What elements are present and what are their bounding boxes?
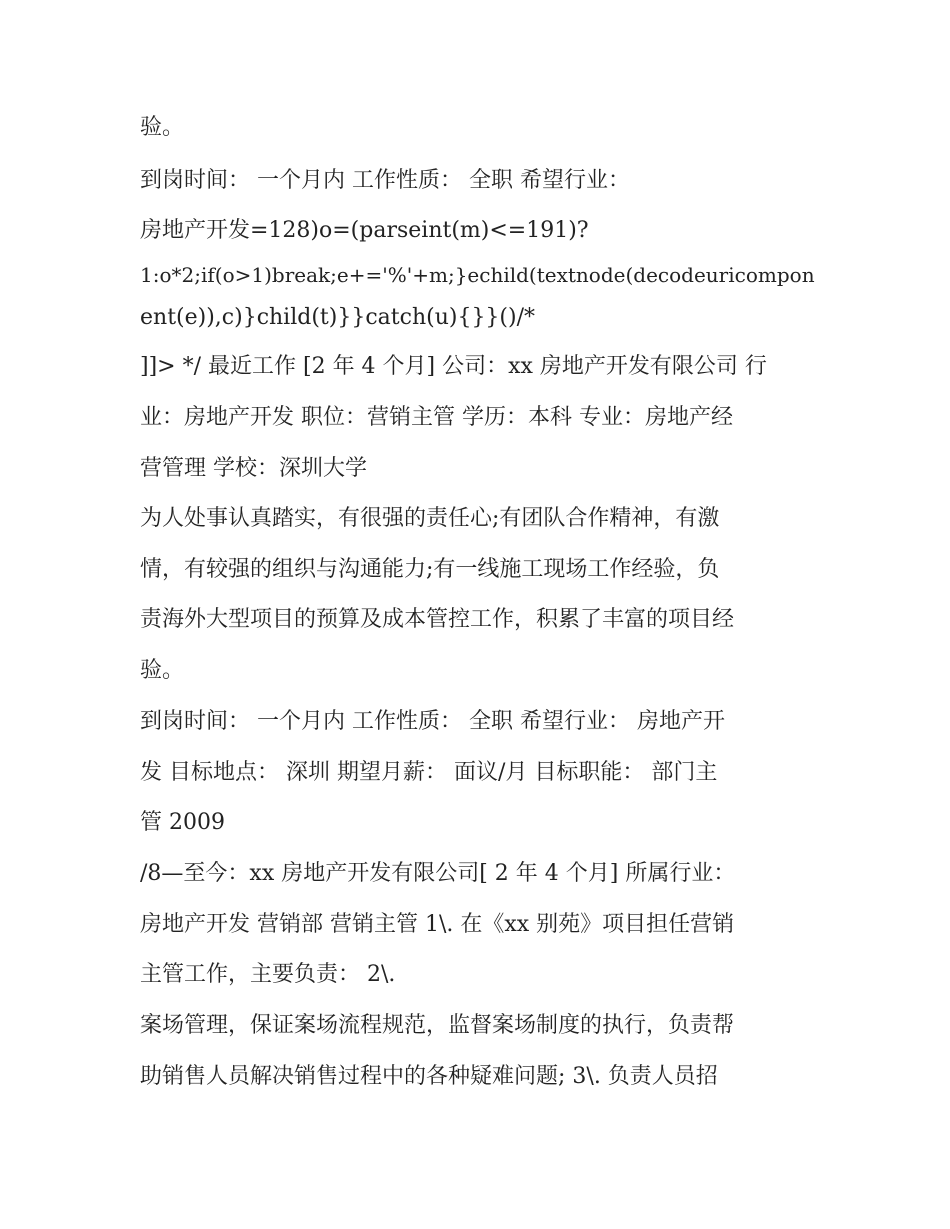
text-line: 管 2009 <box>140 810 225 835</box>
text-line: 责海外大型项目的预算及成本管控工作，积累了丰富的项目经 <box>140 607 735 632</box>
text-line: 验。 <box>140 658 185 683</box>
text-line: 为人处事认真踏实，有很强的责任心;有团队合作精神，有激 <box>140 506 720 531</box>
text-line: 营管理 学校：深圳大学 <box>140 456 367 481</box>
text-line: /8—至今：xx 房地产开发有限公司[ 2 年 4 个月] 所属行业： <box>140 861 736 886</box>
text-line: 1:o*2;if(o>1)break;e+='%'+m;}echild(textnode(decodeuricompon <box>140 263 815 287</box>
text-line: ent(e)),c)}child(t)}}catch(u){}}()/* <box>140 305 536 330</box>
text-line: 助销售人员解决销售过程中的各种疑难问题; 3\. 负责人员招 <box>140 1064 718 1089</box>
text-line: 情，有较强的组织与沟通能力;有一线施工现场工作经验，负 <box>140 557 720 582</box>
text-line: 发 目标地点： 深圳 期望月薪： 面议/月 目标职能： 部门主 <box>140 760 718 785</box>
text-line: 到岗时间： 一个月内 工作性质： 全职 希望行业： 房地产开 <box>140 709 725 734</box>
text-line: 房地产开发=128)o=(parseint(m)<=191)? <box>140 218 589 243</box>
text-line: ]]> */ 最近工作 [2 年 4 个月] 公司：xx 房地产开发有限公司 行 <box>140 354 767 379</box>
text-line: 房地产开发 营销部 营销主管 1\. 在《xx 别苑》项目担任营销 <box>140 912 735 937</box>
text-line: 到岗时间： 一个月内 工作性质： 全职 希望行业： <box>140 168 630 193</box>
text-line: 主管工作，主要负责： 2\. <box>140 962 396 987</box>
text-line: 验。 <box>140 115 185 140</box>
text-line: 业：房地产开发 职位：营销主管 学历：本科 专业：房地产经 <box>140 405 733 430</box>
text-line: 案场管理，保证案场流程规范，监督案场制度的执行，负责帮 <box>140 1013 735 1038</box>
